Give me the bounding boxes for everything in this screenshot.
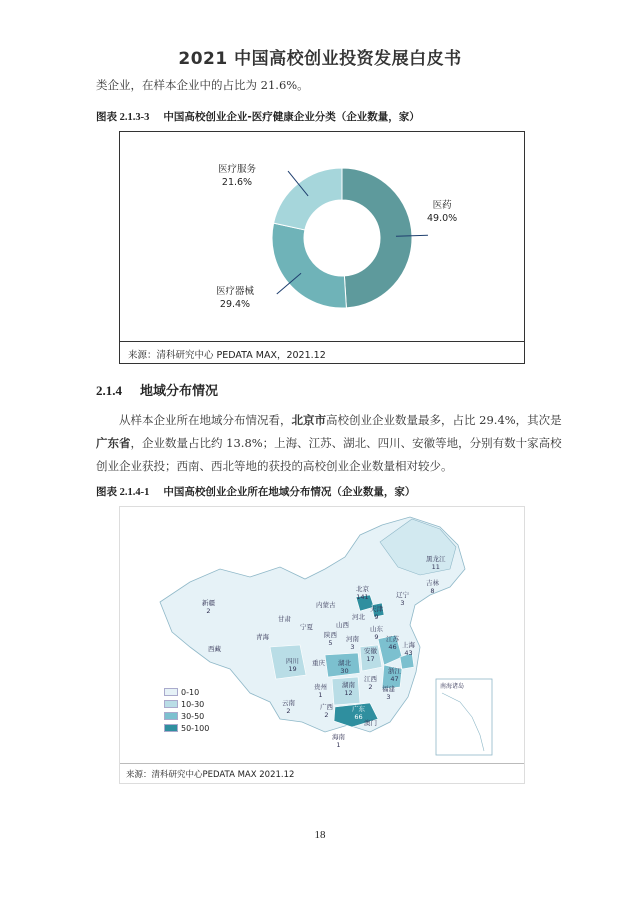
paragraph-bold-beijing: 北京市 bbox=[291, 413, 326, 427]
map-label-qinghai: 青海 bbox=[256, 633, 269, 641]
map-label-zhejiang: 浙江 47 bbox=[388, 667, 401, 683]
pie-slice-1 bbox=[272, 223, 346, 308]
section-title: 地域分布情况 bbox=[140, 384, 219, 399]
map-label-xinjiang: 新疆 2 bbox=[202, 599, 215, 615]
map-label-neimenggu: 内蒙古 bbox=[316, 601, 336, 609]
paragraph-text: 从样本企业所在地域分布情况看， bbox=[119, 413, 292, 427]
page-number: 18 bbox=[314, 829, 326, 841]
pie-label-devices-value: 29.4% bbox=[219, 299, 251, 310]
pie-label-pharma-value: 49.0% bbox=[427, 213, 458, 224]
map-label-liaoning: 辽宁 3 bbox=[396, 591, 409, 607]
map-label-guizhou: 贵州 1 bbox=[314, 683, 327, 699]
figure2-caption bbox=[96, 484, 415, 499]
pie-label-services-name: 医疗服务 bbox=[218, 164, 257, 175]
figure1-number: 图表 2.1.3-3 bbox=[96, 112, 150, 123]
map-label-jilin: 吉林 8 bbox=[426, 579, 439, 595]
section-heading bbox=[96, 380, 218, 399]
figure1-title: 中国高校创业企业-医疗健康企业分类（企业数量，家） bbox=[163, 111, 420, 123]
paragraph-bold-guangdong: 广东省 bbox=[96, 436, 131, 450]
map-label-shanxi: 山西 bbox=[336, 621, 349, 629]
map-label-guangdong: 广东 66 bbox=[352, 705, 365, 721]
map-label-shandong: 山东 9 bbox=[370, 625, 383, 641]
figure1-caption bbox=[96, 109, 420, 124]
pie-label-services-value: 21.6% bbox=[221, 177, 253, 188]
map-label-aomen: 澳门 bbox=[364, 719, 377, 727]
pie-slice-2 bbox=[274, 168, 342, 230]
pie-label-pharma bbox=[427, 199, 457, 225]
legend-label: 30-50 bbox=[181, 711, 205, 721]
map-label-ningxia: 宁夏 bbox=[300, 623, 313, 631]
map-label-hubei: 湖北 30 bbox=[338, 659, 351, 675]
figure2-source: 来源：清科研究中心PEDATA MAX 2021.12 bbox=[120, 763, 524, 784]
legend-swatch bbox=[164, 712, 178, 720]
legend-item bbox=[164, 699, 209, 709]
body-paragraph bbox=[96, 409, 562, 478]
figure1-chart-box bbox=[119, 131, 525, 364]
legend-swatch bbox=[164, 724, 178, 732]
paragraph-text: ，企业数量占比约 13.8%；上海、江苏、湖北、四川、安徽等地，分别有数十家高校 bbox=[130, 436, 562, 450]
map-label-chongqing: 重庆 bbox=[312, 659, 325, 667]
map-label-shaanxi: 陕西 5 bbox=[324, 631, 337, 647]
paragraph-line-2 bbox=[96, 432, 562, 455]
map-label-beijing: 北京 141 bbox=[356, 585, 369, 601]
legend-swatch bbox=[164, 688, 178, 696]
paragraph-text: 高校创业企业数量最多，占比 29.4%，其次是 bbox=[326, 413, 562, 427]
map-label-yunnan: 云南 2 bbox=[282, 699, 295, 715]
intro-line: 类企业，在样本企业中的占比为 21.6%。 bbox=[96, 78, 309, 92]
map-label-hainan: 海南 1 bbox=[332, 733, 345, 749]
map-label-henan: 河南 3 bbox=[346, 635, 359, 651]
map-label-anhui: 安徽 17 bbox=[364, 647, 377, 663]
figure2-number: 图表 2.1.4-1 bbox=[96, 487, 150, 498]
figure2-map-box bbox=[119, 506, 525, 784]
pie-slice-0 bbox=[342, 168, 412, 308]
legend-item bbox=[164, 723, 209, 733]
legend-item bbox=[164, 711, 209, 721]
map-legend bbox=[164, 687, 209, 735]
map-label-fujian: 福建 3 bbox=[382, 685, 395, 701]
pie-label-pharma-name: 医药 bbox=[432, 200, 452, 211]
map-label-sichuan: 四川 19 bbox=[286, 657, 299, 673]
legend-swatch bbox=[164, 700, 178, 708]
map-label-hunan: 湖南 12 bbox=[342, 681, 355, 697]
inset-label: 南海诸岛 bbox=[440, 683, 465, 690]
legend-item bbox=[164, 687, 209, 697]
paragraph-line-1 bbox=[96, 409, 562, 432]
donut-chart bbox=[120, 132, 526, 343]
pie-label-devices-name: 医疗器械 bbox=[216, 286, 255, 297]
legend-label: 0-10 bbox=[181, 687, 200, 697]
figure1-source: 来源：清科研究中心 PEDATA MAX，2021.12 bbox=[120, 341, 524, 363]
map-label-hebei: 河北 bbox=[352, 613, 365, 621]
section-number: 2.1.4 bbox=[96, 383, 122, 398]
map-label-jiangxi: 江西 2 bbox=[364, 675, 377, 691]
page-title: 2021 中国高校创业投资发展白皮书 bbox=[178, 49, 462, 69]
map-label-shanghai: 上海 43 bbox=[402, 641, 415, 657]
map-label-heilongjiang: 黑龙江 11 bbox=[426, 555, 446, 571]
map-label-guangxi: 广西 2 bbox=[320, 703, 333, 719]
paragraph-line-3: 创业企业获投；西南、西北等地的获投的高校创业企业数量相对较少。 bbox=[96, 459, 453, 473]
map-label-tianjin: 天津 9 bbox=[370, 605, 383, 621]
legend-label: 10-30 bbox=[181, 699, 205, 709]
map-label-xizang: 西藏 bbox=[208, 645, 221, 653]
map-label-jiangsu: 江苏 46 bbox=[386, 635, 399, 651]
figure2-title: 中国高校创业企业所在地域分布情况（企业数量，家） bbox=[163, 486, 416, 498]
legend-label: 50-100 bbox=[181, 723, 210, 733]
pie-label-devices bbox=[216, 285, 254, 311]
map-label-gansu: 甘肃 bbox=[278, 615, 291, 623]
pie-label-services bbox=[218, 163, 256, 189]
